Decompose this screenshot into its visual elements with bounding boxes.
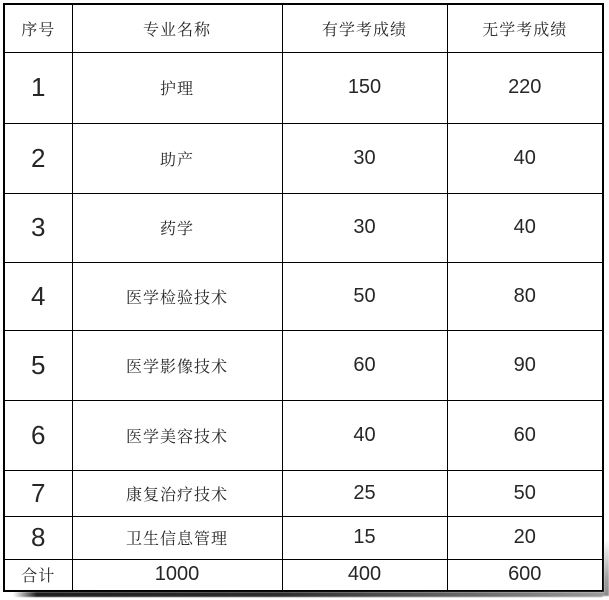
table-row (4, 193, 603, 262)
without-exam-cell: 90 (447, 330, 603, 400)
table-row (4, 123, 603, 193)
serial-cell: 4 (4, 262, 72, 330)
header-major: 专业名称 (72, 4, 282, 52)
with-exam-cell: 40 (282, 400, 447, 470)
without-exam-cell: 50 (447, 470, 603, 516)
major-cell: 医学影像技术 (72, 330, 282, 400)
serial-cell: 1 (4, 52, 72, 123)
major-cell: 医学美容技术 (72, 400, 282, 470)
with-exam-cell: 50 (282, 262, 447, 330)
with-exam-cell: 30 (282, 123, 447, 193)
major-cell: 卫生信息管理 (72, 516, 282, 559)
without-exam-cell: 60 (447, 400, 603, 470)
table-row (4, 330, 603, 400)
table-bottom-shadow (13, 592, 605, 597)
serial-cell: 2 (4, 123, 72, 193)
table-row (4, 400, 603, 470)
table-row (4, 52, 603, 123)
major-cell: 医学检验技术 (72, 262, 282, 330)
major-cell: 护理 (72, 52, 282, 123)
total-seats-cell: 1000 (72, 559, 282, 591)
header-without-exam: 无学考成绩 (447, 4, 603, 52)
enrollment-plan-table (3, 3, 604, 592)
total-without-exam-cell: 600 (447, 559, 603, 591)
table-header-row (4, 4, 603, 52)
with-exam-cell: 150 (282, 52, 447, 123)
without-exam-cell: 40 (447, 193, 603, 262)
without-exam-cell: 80 (447, 262, 603, 330)
table-total-row (4, 559, 603, 591)
table-row (4, 262, 603, 330)
without-exam-cell: 220 (447, 52, 603, 123)
serial-cell: 3 (4, 193, 72, 262)
major-cell: 康复治疗技术 (72, 470, 282, 516)
serial-cell: 5 (4, 330, 72, 400)
major-cell: 助产 (72, 123, 282, 193)
with-exam-cell: 25 (282, 470, 447, 516)
major-cell: 药学 (72, 193, 282, 262)
table-row (4, 470, 603, 516)
serial-cell: 6 (4, 400, 72, 470)
total-with-exam-cell: 400 (282, 559, 447, 591)
header-with-exam: 有学考成绩 (282, 4, 447, 52)
table-row (4, 516, 603, 559)
with-exam-cell: 30 (282, 193, 447, 262)
header-serial: 序号 (4, 4, 72, 52)
with-exam-cell: 15 (282, 516, 447, 559)
serial-cell: 7 (4, 470, 72, 516)
without-exam-cell: 40 (447, 123, 603, 193)
with-exam-cell: 60 (282, 330, 447, 400)
table-right-shadow (604, 540, 609, 596)
serial-cell: 8 (4, 516, 72, 559)
without-exam-cell: 20 (447, 516, 603, 559)
total-label-cell: 合计 (4, 559, 72, 591)
